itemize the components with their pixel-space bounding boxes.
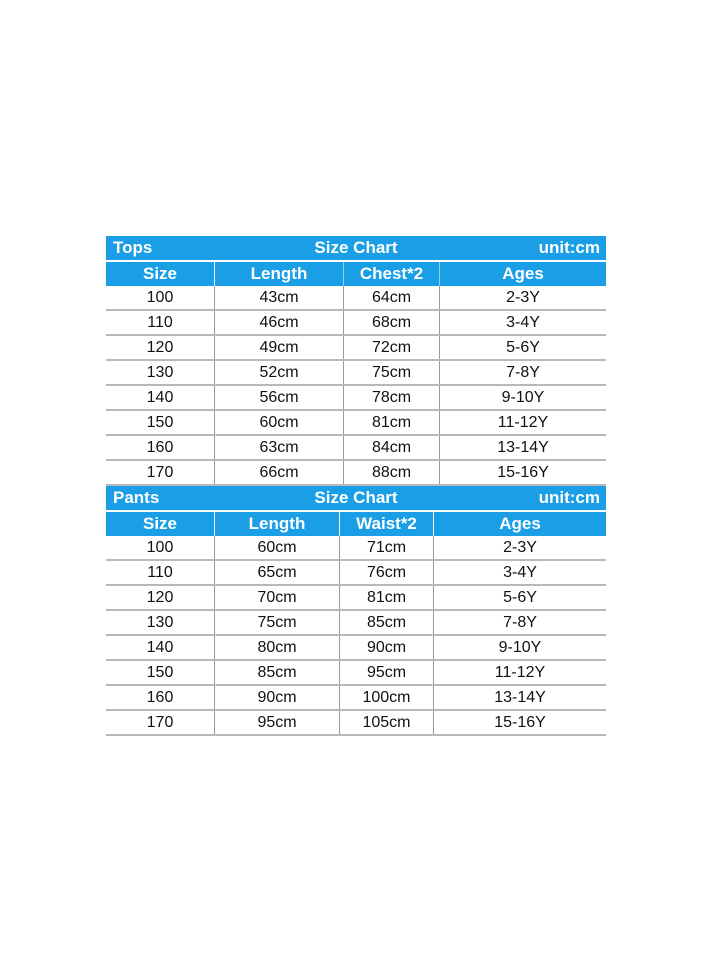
tops-cell-ages: 5-6Y <box>506 339 540 356</box>
pants-cell-measure: 76cm <box>340 561 434 584</box>
tops-cell-size: 130 <box>106 361 215 384</box>
tops-cell-measure: 75cm <box>344 361 440 384</box>
pants-cell-ages: 3-4Y <box>503 564 537 581</box>
tops-cell-ages: 9-10Y <box>501 389 545 406</box>
pants-cell-size: 150 <box>106 661 215 684</box>
tops-cell-length: 60cm <box>215 411 344 434</box>
tops-cell-measure: 84cm <box>344 436 440 459</box>
tops-cell-measure: 68cm <box>344 311 440 334</box>
tops-cell-length: 56cm <box>215 386 344 409</box>
tops-cell-size: 140 <box>106 386 215 409</box>
tops-header-length: Length <box>215 262 344 286</box>
pants-cell-measure: 90cm <box>340 636 434 659</box>
tops-cell-measure: 88cm <box>344 461 440 484</box>
tops-header-row <box>106 260 606 286</box>
table-row <box>106 311 606 336</box>
tops-unit-label: unit:cm <box>538 238 600 257</box>
table-row <box>106 361 606 386</box>
pants-cell-measure: 71cm <box>340 536 434 559</box>
pants-cell-ages: 5-6Y <box>503 589 537 606</box>
table-row <box>106 586 606 611</box>
pants-cell-size: 170 <box>106 711 215 734</box>
tops-cell-size: 100 <box>106 286 215 309</box>
table-row <box>106 436 606 461</box>
pants-cell-size: 120 <box>106 586 215 609</box>
pants-cell-ages: 15-16Y <box>494 714 546 731</box>
pants-cell-measure: 85cm <box>340 611 434 634</box>
pants-cell-measure: 95cm <box>340 661 434 684</box>
pants-header-size: Size <box>106 512 215 536</box>
pants-size-chart-label: Size Chart <box>314 488 398 507</box>
table-row <box>106 411 606 436</box>
tops-cell-length: 43cm <box>215 286 344 309</box>
table-row <box>106 661 606 686</box>
pants-cell-size: 100 <box>106 536 215 559</box>
pants-cell-length: 80cm <box>215 636 340 659</box>
table-row <box>106 336 606 361</box>
pants-rows <box>106 536 606 736</box>
table-row <box>106 561 606 586</box>
pants-size-table <box>106 486 606 736</box>
tops-size-table <box>106 236 606 486</box>
table-row <box>106 286 606 311</box>
pants-cell-ages: 13-14Y <box>494 689 546 706</box>
table-row <box>106 386 606 411</box>
pants-header-waist: Waist*2 <box>340 512 434 536</box>
pants-cell-length: 70cm <box>215 586 340 609</box>
table-row <box>106 711 606 736</box>
pants-cell-measure: 100cm <box>340 686 434 709</box>
pants-header-ages: Ages <box>499 514 541 533</box>
table-row <box>106 611 606 636</box>
tops-cell-ages: 3-4Y <box>506 314 540 331</box>
table-row <box>106 536 606 561</box>
pants-cell-length: 90cm <box>215 686 340 709</box>
tops-cell-ages: 7-8Y <box>506 364 540 381</box>
tops-cell-measure: 78cm <box>344 386 440 409</box>
pants-cell-ages: 9-10Y <box>498 639 542 656</box>
tops-rows <box>106 286 606 486</box>
pants-cell-size: 160 <box>106 686 215 709</box>
pants-cell-length: 85cm <box>215 661 340 684</box>
tops-cell-size: 170 <box>106 461 215 484</box>
tops-cell-size: 110 <box>106 311 215 334</box>
tops-cell-length: 66cm <box>215 461 344 484</box>
pants-header-length: Length <box>215 512 340 536</box>
tops-cell-ages: 13-14Y <box>497 439 549 456</box>
pants-cell-size: 140 <box>106 636 215 659</box>
pants-cell-length: 65cm <box>215 561 340 584</box>
pants-cell-size: 110 <box>106 561 215 584</box>
table-row <box>106 461 606 486</box>
tops-cell-size: 120 <box>106 336 215 359</box>
table-row <box>106 686 606 711</box>
tops-header-size: Size <box>106 262 215 286</box>
tops-cell-measure: 81cm <box>344 411 440 434</box>
pants-cell-length: 75cm <box>215 611 340 634</box>
tops-title: Tops <box>113 238 153 257</box>
pants-title-bar <box>106 486 606 510</box>
pants-cell-size: 130 <box>106 611 215 634</box>
tops-title-bar <box>106 236 606 260</box>
tops-cell-ages: 11-12Y <box>497 414 549 431</box>
tops-cell-length: 52cm <box>215 361 344 384</box>
pants-cell-length: 60cm <box>215 536 340 559</box>
pants-cell-ages: 11-12Y <box>494 664 546 681</box>
tops-header-ages: Ages <box>502 264 544 283</box>
tops-header-chest: Chest*2 <box>344 262 440 286</box>
tops-cell-length: 46cm <box>215 311 344 334</box>
tops-cell-measure: 64cm <box>344 286 440 309</box>
pants-title: Pants <box>113 488 160 507</box>
pants-header-row <box>106 510 606 536</box>
pants-unit-label: unit:cm <box>538 488 600 507</box>
tops-size-chart-label: Size Chart <box>314 238 398 257</box>
tops-cell-length: 49cm <box>215 336 344 359</box>
tops-cell-measure: 72cm <box>344 336 440 359</box>
pants-cell-ages: 2-3Y <box>503 539 537 556</box>
tops-cell-ages: 15-16Y <box>497 464 549 481</box>
tops-cell-length: 63cm <box>215 436 344 459</box>
pants-cell-measure: 81cm <box>340 586 434 609</box>
pants-cell-length: 95cm <box>215 711 340 734</box>
pants-cell-ages: 7-8Y <box>503 614 537 631</box>
tops-cell-size: 160 <box>106 436 215 459</box>
table-row <box>106 636 606 661</box>
pants-cell-measure: 105cm <box>340 711 434 734</box>
tops-cell-size: 150 <box>106 411 215 434</box>
tops-cell-ages: 2-3Y <box>506 289 540 306</box>
